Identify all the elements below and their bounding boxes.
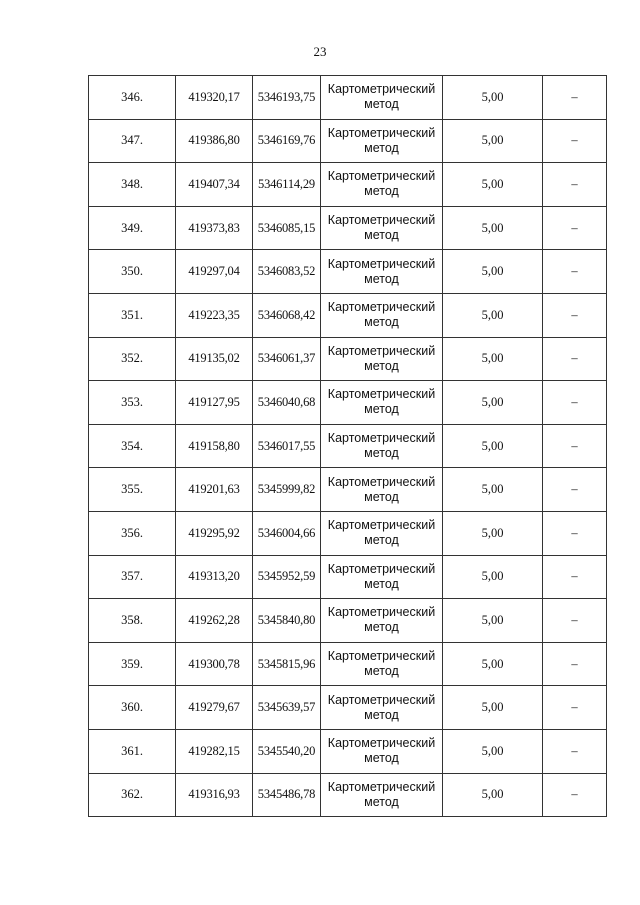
y-coordinate-cell: 5346068,42 xyxy=(253,293,321,337)
accuracy-cell: 5,00 xyxy=(443,468,543,512)
method-line-2: метод xyxy=(364,489,399,504)
point-number-cell: 360. xyxy=(89,686,176,730)
method-line-1: Картометрический xyxy=(327,300,436,315)
point-number-cell: 349. xyxy=(89,206,176,250)
method-line-1: Картометрический xyxy=(327,518,436,533)
x-coordinate-cell: 419373,83 xyxy=(176,206,253,250)
x-coordinate-cell: 419158,80 xyxy=(176,424,253,468)
table-row xyxy=(89,773,607,817)
method-cell xyxy=(321,206,443,250)
method-line-1: Картометрический xyxy=(327,431,436,446)
point-number-cell: 356. xyxy=(89,511,176,555)
x-coordinate-cell: 419279,67 xyxy=(176,686,253,730)
point-number-cell: 353. xyxy=(89,381,176,425)
method-cell xyxy=(321,468,443,512)
method-line-2: метод xyxy=(364,184,399,199)
y-coordinate-cell: 5345840,80 xyxy=(253,599,321,643)
table-row xyxy=(89,337,607,381)
method-cell xyxy=(321,773,443,817)
extra-cell: – xyxy=(543,163,607,207)
method-cell xyxy=(321,511,443,555)
y-coordinate-cell: 5346085,15 xyxy=(253,206,321,250)
table-row xyxy=(89,555,607,599)
x-coordinate-cell: 419300,78 xyxy=(176,642,253,686)
method-line-1: Картометрический xyxy=(327,256,436,271)
method-cell xyxy=(321,424,443,468)
x-coordinate-cell: 419282,15 xyxy=(176,729,253,773)
x-coordinate-cell: 419223,35 xyxy=(176,293,253,337)
method-line-2: метод xyxy=(364,358,399,373)
table-row xyxy=(89,424,607,468)
point-number-cell: 346. xyxy=(89,76,176,120)
accuracy-cell: 5,00 xyxy=(443,642,543,686)
accuracy-cell: 5,00 xyxy=(443,206,543,250)
method-line-2: метод xyxy=(364,402,399,417)
method-line-2: метод xyxy=(364,271,399,286)
x-coordinate-cell: 419313,20 xyxy=(176,555,253,599)
y-coordinate-cell: 5345639,57 xyxy=(253,686,321,730)
point-number-cell: 347. xyxy=(89,119,176,163)
table-row xyxy=(89,163,607,207)
method-cell xyxy=(321,250,443,294)
extra-cell: – xyxy=(543,468,607,512)
x-coordinate-cell: 419262,28 xyxy=(176,599,253,643)
x-coordinate-cell: 419127,95 xyxy=(176,381,253,425)
point-number-cell: 359. xyxy=(89,642,176,686)
table-row xyxy=(89,468,607,512)
method-line-1: Картометрический xyxy=(327,561,436,576)
accuracy-cell: 5,00 xyxy=(443,293,543,337)
extra-cell: – xyxy=(543,250,607,294)
method-line-2: метод xyxy=(364,576,399,591)
y-coordinate-cell: 5346004,66 xyxy=(253,511,321,555)
method-line-1: Картометрический xyxy=(327,649,436,664)
accuracy-cell: 5,00 xyxy=(443,76,543,120)
extra-cell: – xyxy=(543,555,607,599)
method-line-2: метод xyxy=(364,228,399,243)
method-line-2: метод xyxy=(364,707,399,722)
method-cell xyxy=(321,729,443,773)
method-line-1: Картометрический xyxy=(327,82,436,97)
y-coordinate-cell: 5345815,96 xyxy=(253,642,321,686)
method-line-2: метод xyxy=(364,620,399,635)
extra-cell: – xyxy=(543,686,607,730)
accuracy-cell: 5,00 xyxy=(443,163,543,207)
x-coordinate-cell: 419201,63 xyxy=(176,468,253,512)
method-line-1: Картометрический xyxy=(327,605,436,620)
method-cell xyxy=(321,293,443,337)
method-line-2: метод xyxy=(364,794,399,809)
method-line-2: метод xyxy=(364,664,399,679)
table-row xyxy=(89,206,607,250)
method-cell xyxy=(321,337,443,381)
method-line-2: метод xyxy=(364,140,399,155)
extra-cell: – xyxy=(543,381,607,425)
method-cell xyxy=(321,599,443,643)
y-coordinate-cell: 5345999,82 xyxy=(253,468,321,512)
method-cell xyxy=(321,555,443,599)
y-coordinate-cell: 5346193,75 xyxy=(253,76,321,120)
extra-cell: – xyxy=(543,424,607,468)
method-line-1: Картометрический xyxy=(327,125,436,140)
method-line-1: Картометрический xyxy=(327,474,436,489)
x-coordinate-cell: 419135,02 xyxy=(176,337,253,381)
y-coordinate-cell: 5346114,29 xyxy=(253,163,321,207)
y-coordinate-cell: 5345486,78 xyxy=(253,773,321,817)
point-number-cell: 354. xyxy=(89,424,176,468)
table-row xyxy=(89,293,607,337)
table-body xyxy=(89,76,607,817)
method-line-1: Картометрический xyxy=(327,343,436,358)
method-cell xyxy=(321,686,443,730)
method-line-2: метод xyxy=(364,97,399,112)
accuracy-cell: 5,00 xyxy=(443,729,543,773)
method-cell xyxy=(321,381,443,425)
table-row xyxy=(89,250,607,294)
point-number-cell: 358. xyxy=(89,599,176,643)
method-line-1: Картометрический xyxy=(327,692,436,707)
accuracy-cell: 5,00 xyxy=(443,773,543,817)
page-number: 23 xyxy=(313,44,327,59)
table-row xyxy=(89,511,607,555)
extra-cell: – xyxy=(543,642,607,686)
accuracy-cell: 5,00 xyxy=(443,119,543,163)
method-line-2: метод xyxy=(364,533,399,548)
y-coordinate-cell: 5345952,59 xyxy=(253,555,321,599)
x-coordinate-cell: 419407,34 xyxy=(176,163,253,207)
y-coordinate-cell: 5345540,20 xyxy=(253,729,321,773)
extra-cell: – xyxy=(543,773,607,817)
x-coordinate-cell: 419316,93 xyxy=(176,773,253,817)
method-cell xyxy=(321,76,443,120)
y-coordinate-cell: 5346040,68 xyxy=(253,381,321,425)
method-line-1: Картометрический xyxy=(327,387,436,402)
point-number-cell: 348. xyxy=(89,163,176,207)
point-number-cell: 361. xyxy=(89,729,176,773)
extra-cell: – xyxy=(543,599,607,643)
accuracy-cell: 5,00 xyxy=(443,555,543,599)
accuracy-cell: 5,00 xyxy=(443,686,543,730)
method-line-2: метод xyxy=(364,315,399,330)
accuracy-cell: 5,00 xyxy=(443,381,543,425)
method-line-1: Картометрический xyxy=(327,213,436,228)
accuracy-cell: 5,00 xyxy=(443,511,543,555)
extra-cell: – xyxy=(543,511,607,555)
extra-cell: – xyxy=(543,729,607,773)
x-coordinate-cell: 419295,92 xyxy=(176,511,253,555)
extra-cell: – xyxy=(543,293,607,337)
method-line-1: Картометрический xyxy=(327,779,436,794)
method-cell xyxy=(321,163,443,207)
x-coordinate-cell: 419320,17 xyxy=(176,76,253,120)
extra-cell: – xyxy=(543,337,607,381)
point-number-cell: 362. xyxy=(89,773,176,817)
extra-cell: – xyxy=(543,206,607,250)
table-row xyxy=(89,381,607,425)
x-coordinate-cell: 419386,80 xyxy=(176,119,253,163)
x-coordinate-cell: 419297,04 xyxy=(176,250,253,294)
table-row xyxy=(89,686,607,730)
y-coordinate-cell: 5346083,52 xyxy=(253,250,321,294)
method-line-1: Картометрический xyxy=(327,169,436,184)
accuracy-cell: 5,00 xyxy=(443,424,543,468)
table-row xyxy=(89,642,607,686)
method-line-1: Картометрический xyxy=(327,736,436,751)
y-coordinate-cell: 5346169,76 xyxy=(253,119,321,163)
method-line-2: метод xyxy=(364,751,399,766)
y-coordinate-cell: 5346061,37 xyxy=(253,337,321,381)
point-number-cell: 350. xyxy=(89,250,176,294)
method-cell xyxy=(321,642,443,686)
point-number-cell: 355. xyxy=(89,468,176,512)
extra-cell: – xyxy=(543,76,607,120)
point-number-cell: 352. xyxy=(89,337,176,381)
table-row xyxy=(89,76,607,120)
accuracy-cell: 5,00 xyxy=(443,337,543,381)
table-row xyxy=(89,119,607,163)
accuracy-cell: 5,00 xyxy=(443,250,543,294)
method-line-2: метод xyxy=(364,446,399,461)
method-cell xyxy=(321,119,443,163)
table-row xyxy=(89,729,607,773)
coordinates-table xyxy=(88,75,607,817)
point-number-cell: 357. xyxy=(89,555,176,599)
point-number-cell: 351. xyxy=(89,293,176,337)
y-coordinate-cell: 5346017,55 xyxy=(253,424,321,468)
table-row xyxy=(89,599,607,643)
accuracy-cell: 5,00 xyxy=(443,599,543,643)
extra-cell: – xyxy=(543,119,607,163)
